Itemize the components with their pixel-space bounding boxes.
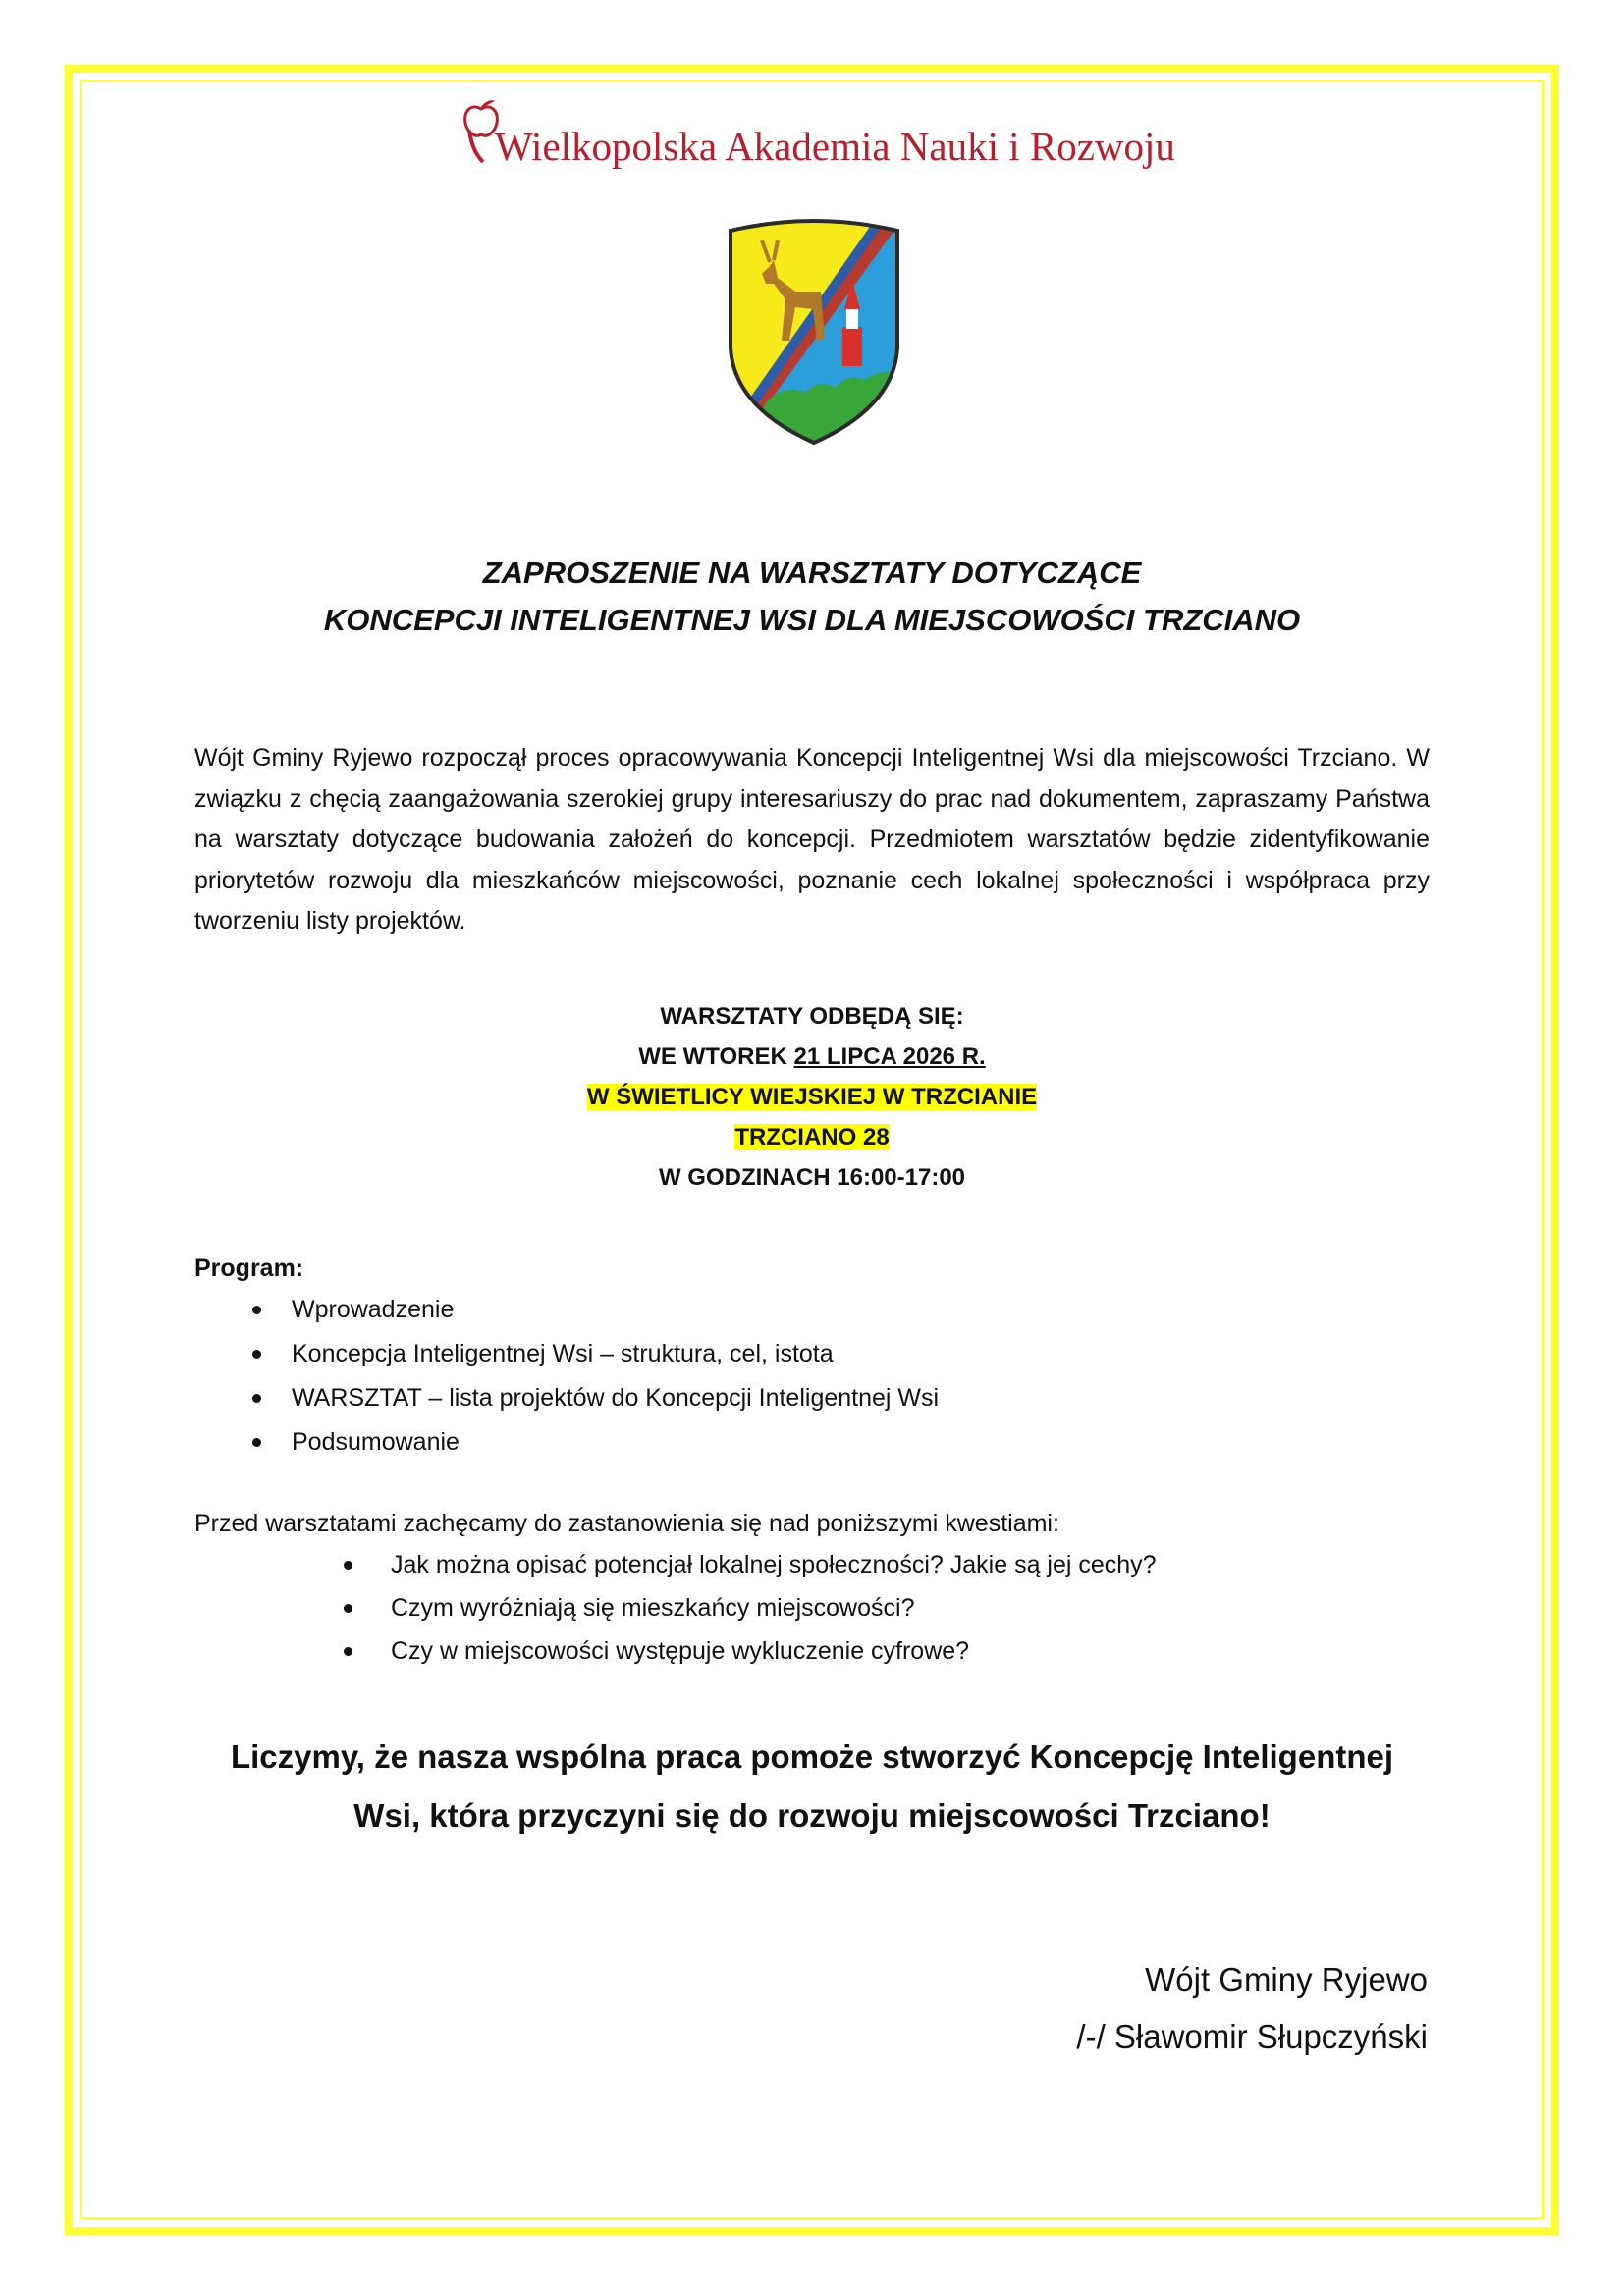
title-line-1: ZAPROSZENIE NA WARSZTATY DOTYCZĄCE <box>482 556 1142 590</box>
closing-statement <box>98 1728 1526 1845</box>
event-venue: W ŚWIETLICY WIEJSKIEJ W TRZCIANIE <box>586 1084 1038 1110</box>
page-title <box>98 550 1526 644</box>
details-heading: WARSZTATY ODBĘDĄ SIĘ: <box>660 1003 964 1030</box>
bullet-icon <box>344 1647 352 1656</box>
details-date-line <box>98 1037 1526 1077</box>
questions-intro: Przed warsztatami zachęcamy do zastanowienia się nad poniższymi kwestiami: <box>194 1510 1059 1537</box>
list-item: WARSZTAT – lista projektów do Koncepcji Inteligentnej Wsi <box>292 1376 939 1420</box>
event-date: 21 LIPCA 2026 R. <box>793 1043 986 1070</box>
program-heading: Program: <box>194 1255 304 1282</box>
signature-title: Wójt Gminy Ryjewo <box>1145 1961 1428 1998</box>
list-item: Wprowadzenie <box>292 1288 939 1332</box>
list-item: Jak można opisać potencjał lokalnej społeczności? Jakie są jej cechy? <box>391 1543 1157 1586</box>
bullet-icon <box>252 1394 261 1403</box>
municipal-coat-of-arms-icon <box>727 201 901 447</box>
list-item: Czy w miejscowości występuje wykluczenie cyfrowe? <box>391 1629 1157 1673</box>
closing-line-1: Liczymy, że nasza wspólna praca pomoże stworzyć Koncepcję Inteligentnej <box>230 1738 1394 1775</box>
closing-line-2: Wsi, która przyczyni się do rozwoju miejscowości Trzciano! <box>353 1797 1271 1834</box>
bullet-icon <box>252 1306 261 1314</box>
organization-name: Wielkopolska Akademia Nauki i Rozwoju <box>495 124 1175 169</box>
signature-name: /-/ Sławomir Słupczyński <box>1076 2018 1428 2055</box>
title-line-2: KONCEPCJI INTELIGENTNEJ WSI DLA MIEJSCOWOŚCI TRZCIANO <box>323 603 1301 637</box>
questions-list <box>391 1543 1157 1673</box>
bullet-icon <box>344 1561 352 1570</box>
event-address: TRZCIANO 28 <box>734 1124 890 1150</box>
signature-block <box>1076 1951 1428 2065</box>
list-item: Koncepcja Inteligentnej Wsi – struktura, cel, istota <box>292 1332 939 1376</box>
list-item: Czym wyróżniają się mieszkańcy miejscowości? <box>391 1586 1157 1629</box>
intro-paragraph: Wójt Gminy Ryjewo rozpoczął proces opracowywania Koncepcji Inteligentnej Wsi dla miejscowości Trzciano. W związku z chęcią zaangażowania szerokiej grupy interesariuszy do prac nad dokumentem, zapraszamy Państwa na warsztaty dotyczące budowania założeń do koncepcji. Przedmiotem warsztatów będzie zidentyfikowanie priorytetów rozwoju dla mieszkańców miejscowości, poznanie cech lokalnej społeczności i współpraca przy tworzeniu listy projektów. <box>194 744 1430 934</box>
day-prefix: WE WTOREK <box>638 1043 787 1070</box>
event-details <box>98 996 1526 1198</box>
event-hours: W GODZINACH 16:00-17:00 <box>658 1164 966 1191</box>
bullet-icon <box>344 1604 352 1613</box>
program-list <box>292 1288 939 1465</box>
list-item: Podsumowanie <box>292 1420 939 1465</box>
bullet-icon <box>252 1438 261 1447</box>
bullet-icon <box>252 1350 261 1359</box>
organization-header <box>461 93 1208 172</box>
